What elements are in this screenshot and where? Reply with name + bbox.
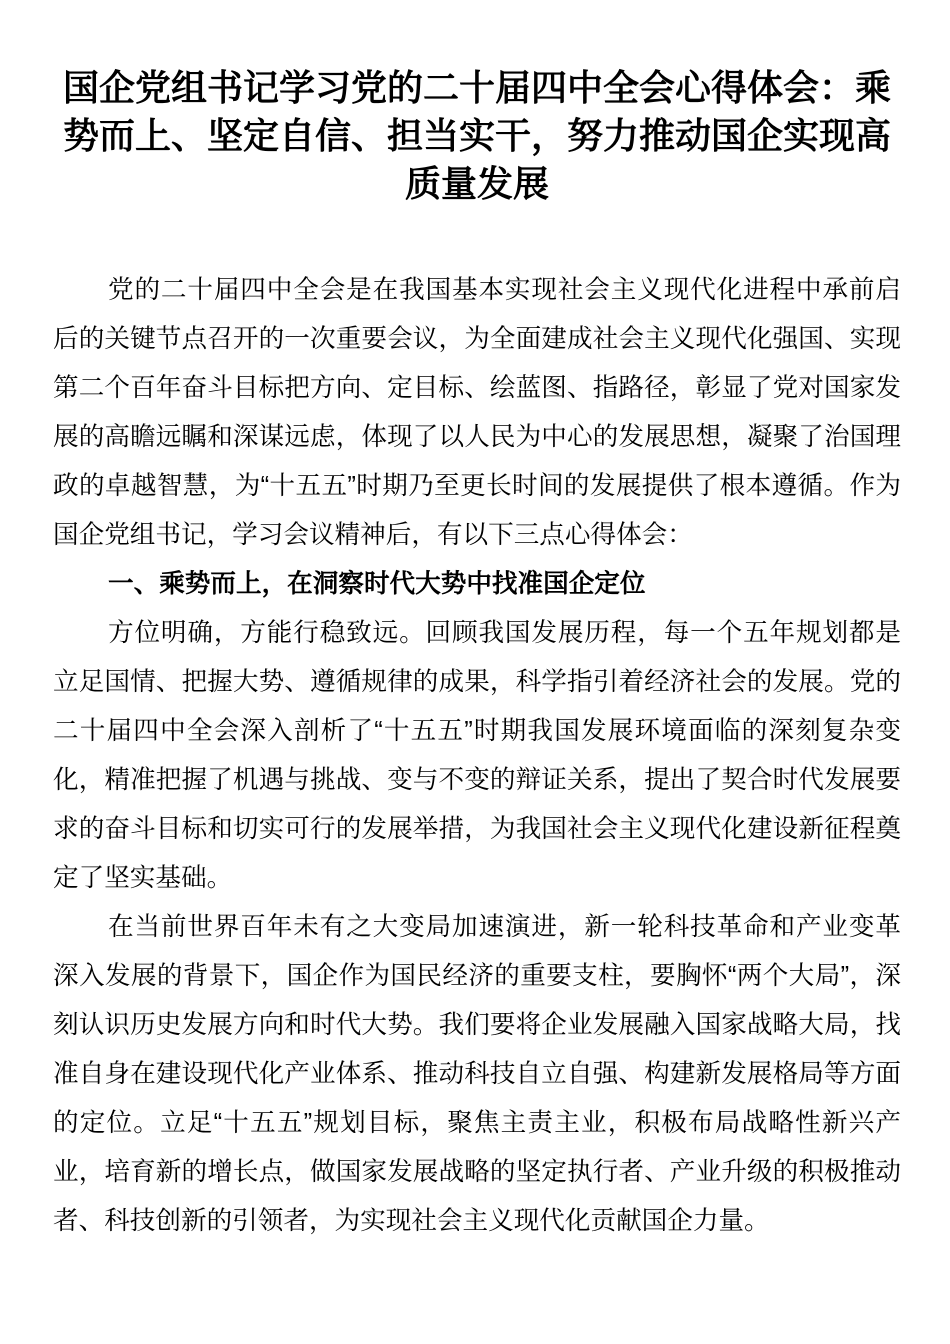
paragraph-intro: 党的二十届四中全会是在我国基本实现社会主义现代化进程中承前启后的关键节点召开的一次重要会议，为全面建成社会主义现代化强国、实现第二个百年奋斗目标把方向、定目标、绘蓝图、指路径，彰显了党对国家发展的高瞻远瞩和深谋远虑，体现了以人民为中心的发展思想，凝聚了治国理政的卓越智慧，为“十五五”时期乃至更长时间的发展提供了根本遵循。作为国企党组书记，学习会议精神后，有以下三点心得体会： [53, 276, 901, 549]
document-title: 国企党组书记学习党的二十届四中全会心得体会：乘势而上、坚定自信、担当实干，努力推动国企实现高质量发展 [62, 67, 891, 204]
paragraph-body-1: 方位明确，方能行稳致远。回顾我国发展历程，每一个五年规划都是立足国情、把握大势、遵循规律的成果，科学指引着经济社会的发展。党的二十届四中全会深入剖析了“十五五”时期我国发展环境面临的深刻复杂变化，精准把握了机遇与挑战、变与不变的辩证关系，提出了契合时代发展要求的奋斗目标和切实可行的发展举措，为我国社会主义现代化建设新征程奠定了坚实基础。 [53, 619, 901, 892]
paragraph-body-2: 在当前世界百年未有之大变局加速演进，新一轮科技革命和产业变革深入发展的背景下，国企作为国民经济的重要支柱，要胸怀“两个大局”，深刻认识历史发展方向和时代大势。我们要将企业发展融入国家战略大局，找准自身在建设现代化产业体系、推动科技自立自强、构建新发展格局等方面的定位。立足“十五五”规划目标，聚焦主责主业，积极布局战略性新兴产业，培育新的增长点，做国家发展战略的坚定执行者、产业升级的积极推动者、科技创新的引领者，为实现社会主义现代化贡献国企力量。 [53, 913, 901, 1235]
section-heading-1: 一、乘势而上，在洞察时代大势中找准国企定位 [108, 570, 646, 598]
